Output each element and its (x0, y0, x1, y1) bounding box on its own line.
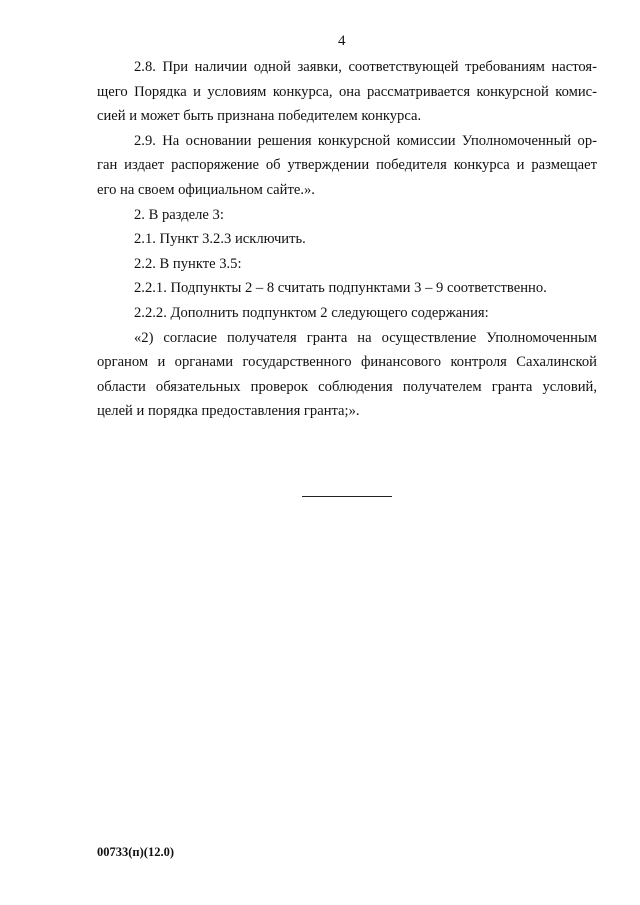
end-of-text-rule (302, 496, 392, 497)
paragraph-2-2-1 (97, 276, 597, 301)
paragraph-line: его на своем официальном сайте.». (97, 181, 315, 198)
paragraph-2 (97, 203, 597, 228)
paragraph-line: целей и порядка предоставления гранта;». (97, 403, 360, 420)
paragraph-2-2-2 (97, 301, 597, 326)
page-number: 4 (338, 33, 346, 49)
paragraph-line: 2.2. В пункте 3.5: (134, 255, 242, 272)
paragraph-line: 2.2.1. Подпункты 2 – 8 считать подпунктами 3 – 9 соответственно. (134, 280, 547, 297)
paragraph-line: органом и органами государственного финансового контроля Сахалинской (97, 354, 597, 371)
document-code: 00733(п)(12.0) (97, 845, 174, 859)
paragraph-line: области обязательных проверок соблюдения получателем гранта условий, (97, 378, 597, 395)
paragraph-line: 2.8. При наличии одной заявки, соответствующей требованиям настоя- (134, 59, 597, 75)
paragraph-line: 2.9. На основании решения конкурсной комиссии Уполномоченный ор- (134, 132, 597, 149)
paragraph-line: 2. В разделе 3: (134, 206, 224, 223)
paragraph-line: 2.2.2. Дополнить подпунктом 2 следующего содержания: (134, 304, 489, 321)
paragraph-2-1 (97, 227, 597, 252)
paragraph-2-8 (97, 55, 597, 129)
paragraph-line: ган издает распоряжение об утверждении победителя конкурса и размещает (97, 157, 597, 174)
document-body (97, 55, 597, 424)
paragraph-line: «2) согласие получателя гранта на осуществление Уполномоченным (134, 329, 597, 346)
paragraph-line: 2.1. Пункт 3.2.3 исключить. (134, 231, 306, 248)
paragraph-2-2 (97, 252, 597, 277)
paragraph-line: щего Порядка и условиям конкурса, она рассматривается конкурсной комис- (97, 83, 597, 100)
paragraph-line: сией и может быть признана победителем конкурса. (97, 108, 422, 125)
paragraph-quote (97, 326, 597, 424)
paragraph-2-9 (97, 129, 597, 203)
